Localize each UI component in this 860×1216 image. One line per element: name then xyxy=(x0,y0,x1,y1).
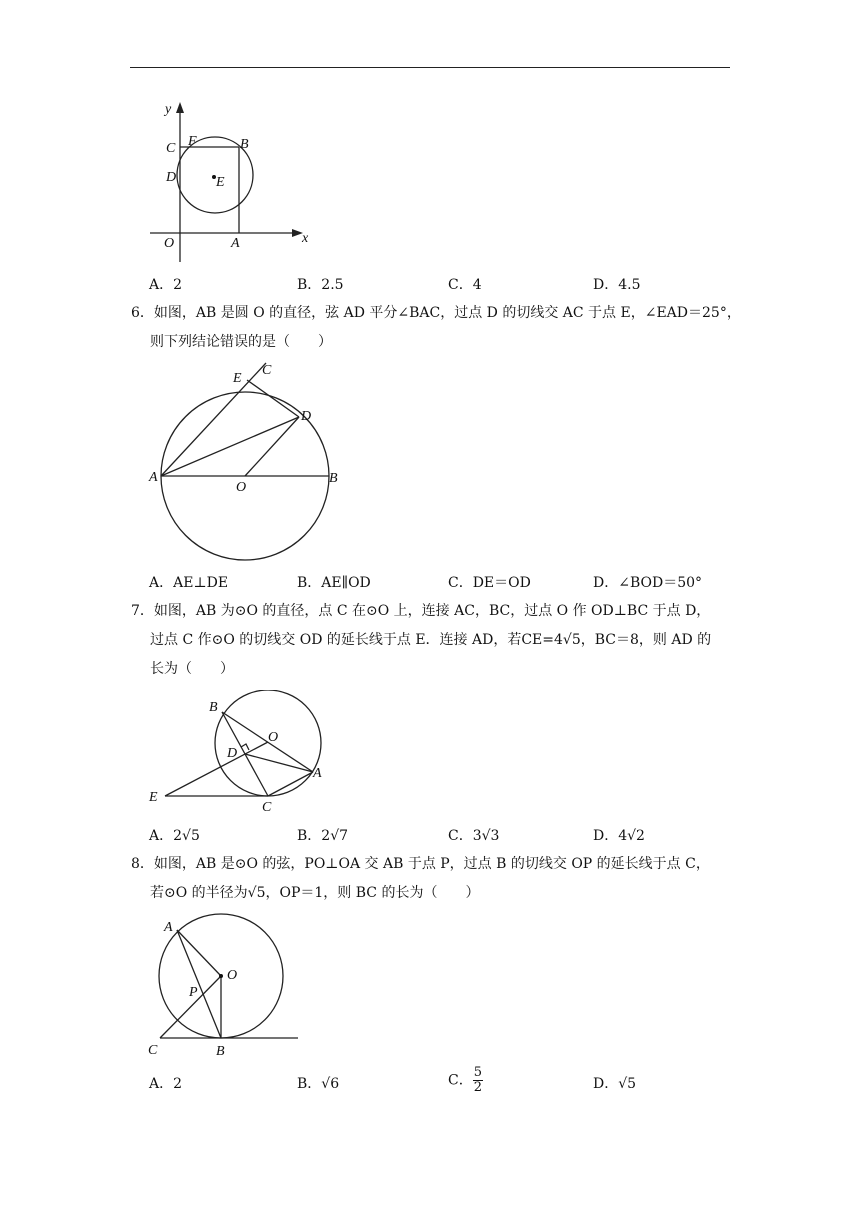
q8-option-c-letter: C． xyxy=(448,1072,473,1089)
q8-line-1: 8．如图，AB 是⊙O 的弦，PO⊥OA 交 AB 于点 P，过点 B 的切线交 OP 的延长线于点 C， xyxy=(131,856,710,872)
label-c: C xyxy=(262,800,272,815)
q7-question xyxy=(131,597,731,684)
q8-line-2: 若⊙O 的半径为√5，OP＝1，则 BC 的长为（ ） xyxy=(150,885,480,901)
q7-line-2: 过点 C 作⊙O 的切线交 OD 的延长线于点 E．连接 AD，若CE=4√5，BC＝8，则 AD 的 xyxy=(150,632,712,648)
q6-option-b: B．AE∥OD xyxy=(297,575,371,591)
q6-option-a: A．AE⊥DE xyxy=(149,575,229,591)
q6-figure xyxy=(145,360,345,565)
q7-figure xyxy=(145,690,335,815)
label-o: O xyxy=(164,236,175,251)
label-x: x xyxy=(302,231,309,246)
q5-option-b: B．2.5 xyxy=(297,277,344,293)
label-c: C xyxy=(262,363,272,378)
q8-option-b: B．√6 xyxy=(297,1076,340,1092)
label-c: C xyxy=(166,141,176,156)
label-d: D xyxy=(301,409,312,424)
label-o: O xyxy=(227,968,238,983)
label-b: B xyxy=(216,1044,225,1059)
label-e: E xyxy=(233,371,242,386)
q7-option-c: C．3√3 xyxy=(448,828,500,844)
q7-line-1: 7．如图，AB 为⊙O 的直径，点 C 在⊙O 上，连接 AC，BC，过点 O 作 OD⊥BC 于点 D， xyxy=(131,603,711,619)
label-b: B xyxy=(329,471,338,486)
q6-option-c: C．DE＝OD xyxy=(448,575,531,591)
q8-option-c xyxy=(448,1066,483,1095)
q7-option-b: B．2√7 xyxy=(297,828,349,844)
q5-option-d: D．4.5 xyxy=(593,277,641,293)
label-o: O xyxy=(236,480,247,495)
q7-line-3: 长为（ ） xyxy=(150,661,234,677)
header-rule xyxy=(130,67,730,68)
label-y: y xyxy=(165,102,172,117)
q8-option-d: D．√5 xyxy=(593,1076,637,1092)
label-b: B xyxy=(209,700,218,715)
q8-option-c-fraction xyxy=(473,1066,483,1095)
q6-line-2: 则下列结论错误的是（ ） xyxy=(150,334,332,350)
q5-figure xyxy=(145,98,320,266)
label-d: D xyxy=(227,746,238,761)
label-a: A xyxy=(149,470,158,485)
q7-option-d: D．4√2 xyxy=(593,828,645,844)
label-f: F xyxy=(188,134,197,149)
fraction-numerator: 5 xyxy=(473,1065,482,1080)
label-d: D xyxy=(166,170,177,185)
q8-question xyxy=(131,850,731,908)
label-b: B xyxy=(240,137,249,152)
q6-line-1: 6．如图，AB 是圆 O 的直径，弦 AD 平分∠BAC，过点 D 的切线交 AC 于点 E，∠EAD＝25°， xyxy=(131,305,741,321)
label-a: A xyxy=(164,920,173,935)
label-p: P xyxy=(189,985,198,1000)
label-a: A xyxy=(313,766,322,781)
label-e: E xyxy=(149,790,158,805)
q6-question xyxy=(131,299,741,357)
label-e: E xyxy=(216,175,225,190)
q5-option-c: C．4 xyxy=(448,277,482,293)
q7-option-a: A．2√5 xyxy=(149,828,200,844)
q8-figure xyxy=(145,910,305,1060)
label-a: A xyxy=(231,236,240,251)
fraction-denominator: 2 xyxy=(473,1080,482,1095)
q8-option-a: A．2 xyxy=(149,1076,183,1092)
q6-option-d: D．∠BOD＝50° xyxy=(593,575,703,591)
label-c: C xyxy=(148,1043,158,1058)
q5-option-a: A．2 xyxy=(149,277,183,293)
label-o: O xyxy=(268,730,279,745)
